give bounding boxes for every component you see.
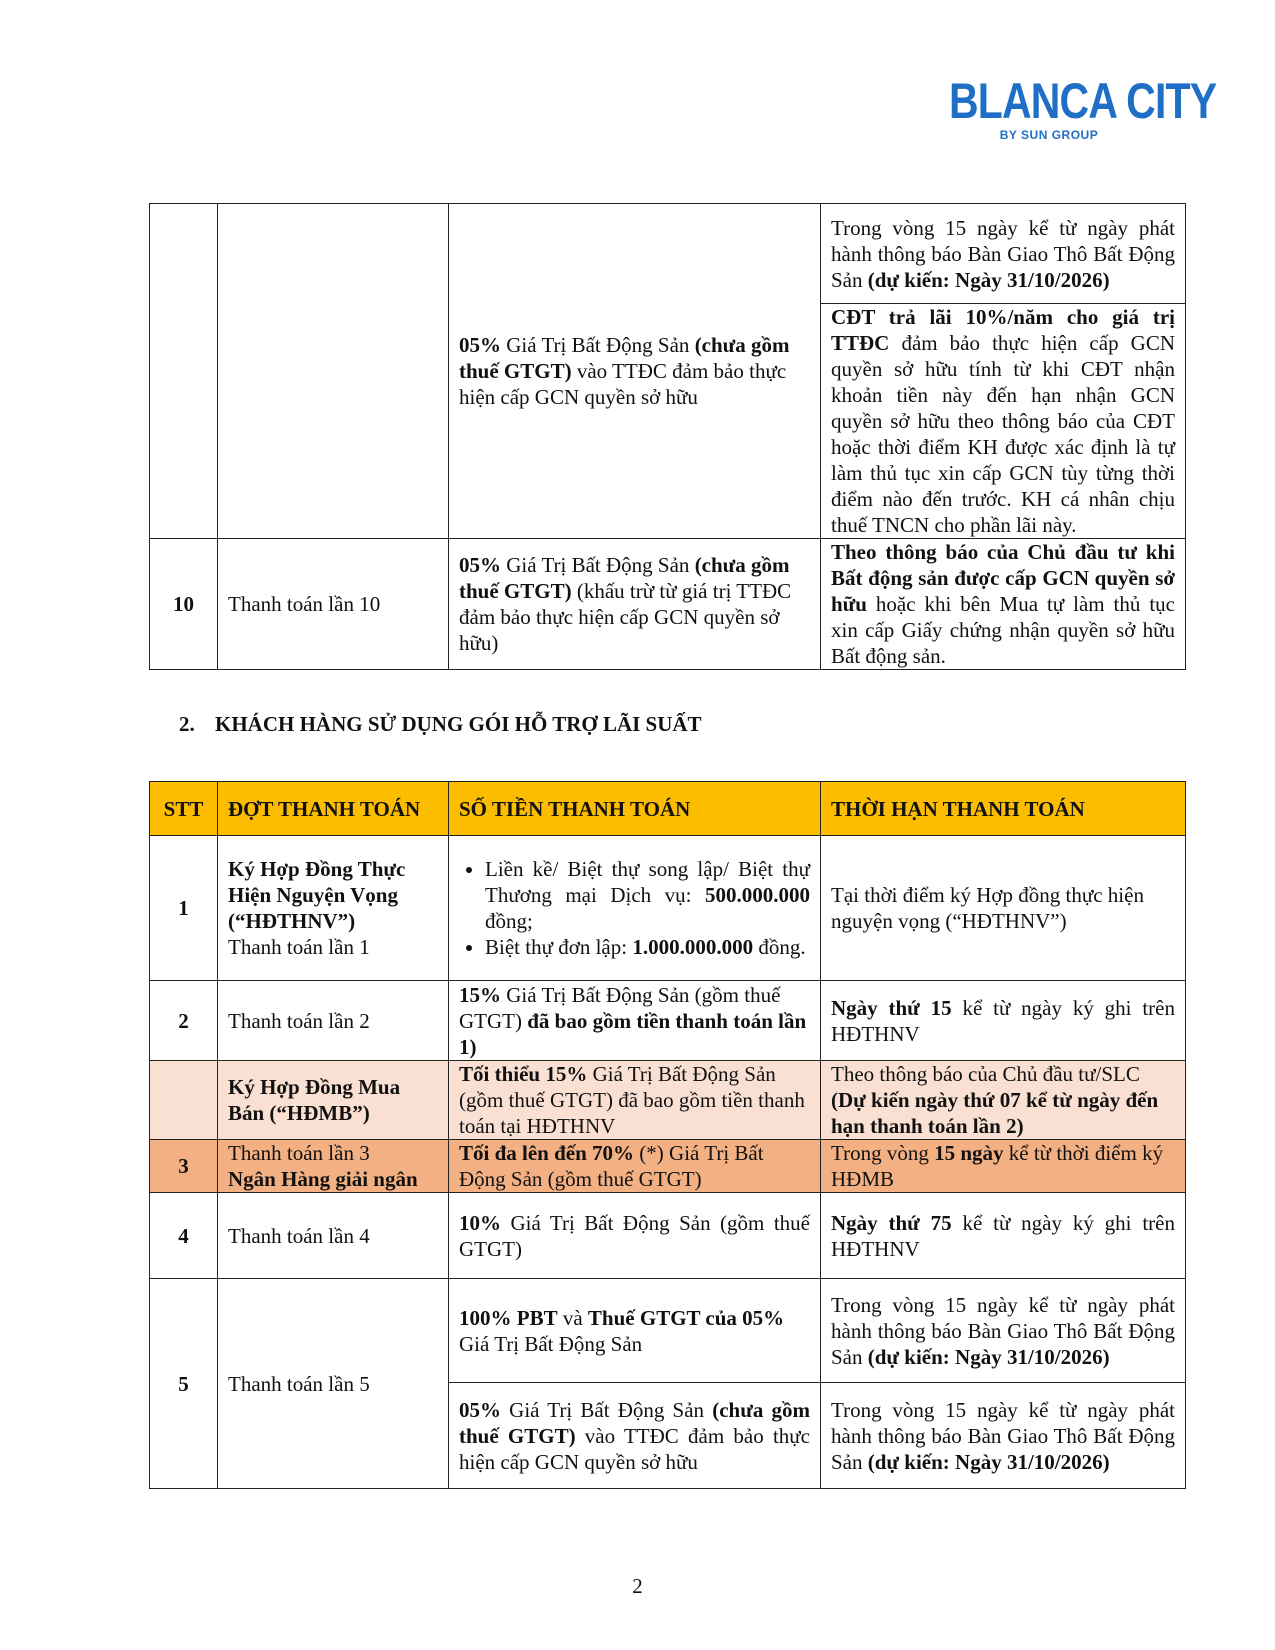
stt-cell: 1 <box>150 836 218 981</box>
amount-cell: Tối đa lên đến 70% (*) Giá Trị Bất Động Sản (gồm thuế GTGT) <box>449 1140 821 1193</box>
deadline-cell: Trong vòng 15 ngày kể từ thời điểm ký HĐMB <box>821 1140 1186 1193</box>
amount-cell: 100% PBT và Thuế GTGT của 05% Giá Trị Bất Động Sản <box>449 1279 821 1383</box>
header-deadline: THỜI HẠN THANH TOÁN <box>821 782 1186 836</box>
stt-cell: 5 <box>150 1279 218 1489</box>
stt-cell: 3 <box>150 1140 218 1193</box>
table-row <box>150 204 1186 304</box>
deadline-cell: CĐT trả lãi 10%/năm cho giá trị TTĐC đảm bảo thực hiện cấp GCN quyền sở hữu tính từ khi CĐT nhận khoản tiền này đến hạn nhận GCN quyền sở hữu theo thông báo của CĐT hoặc thời điểm KH được xác định là tự làm thủ tục xin cấp GCN tùy từng thời điểm nào đến trước. KH cá nhân chịu thuế TNCN cho phần lãi này. <box>821 304 1186 539</box>
section-heading <box>179 712 702 737</box>
deadline-cell: Tại thời điểm ký Hợp đồng thực hiện nguyện vọng (“HĐTHNV”) <box>821 836 1186 981</box>
brand-logo <box>927 73 1217 142</box>
table-row <box>150 539 1186 670</box>
phase-cell <box>218 204 449 539</box>
table-row <box>150 836 1186 981</box>
list-item: • Biệt thự đơn lập: 1.000.000.000 đồng. <box>485 934 810 960</box>
section-number: 2. <box>179 712 195 736</box>
stt-cell: 2 <box>150 981 218 1061</box>
amount-cell: 05% Giá Trị Bất Động Sản (chưa gồm thuế GTGT) vào TTĐC đảm bảo thực hiện cấp GCN quyền sở hữu <box>449 204 821 539</box>
amount-cell: 10% Giá Trị Bất Động Sản (gồm thuế GTGT) <box>449 1193 821 1279</box>
stt-cell <box>150 1061 218 1140</box>
deadline-cell: Theo thông báo của Chủ đầu tư/SLC (Dự kiến ngày thứ 07 kể từ ngày đến hạn thanh toán lần 2) <box>821 1061 1186 1140</box>
amount-cell: Tối thiểu 15% Giá Trị Bất Động Sản (gồm thuế GTGT) đã bao gồm tiền thanh toán tại HĐTHNV <box>449 1061 821 1140</box>
deadline-cell: Theo thông báo của Chủ đầu tư khi Bất động sản được cấp GCN quyền sở hữu hoặc khi bên Mua tự làm thủ tục xin cấp Giấy chứng nhận quyền sở hữu Bất động sản. <box>821 539 1186 670</box>
amount-cell: 05% Giá Trị Bất Động Sản (chưa gồm thuế GTGT) vào TTĐC đảm bảo thực hiện cấp GCN quyền sở hữu <box>449 1383 821 1489</box>
deadline-cell: Trong vòng 15 ngày kể từ ngày phát hành thông báo Bàn Giao Thô Bất Động Sản (dự kiến: Ngày 31/10/2026) <box>821 1383 1186 1489</box>
section-title: KHÁCH HÀNG SỬ DỤNG GÓI HỖ TRỢ LÃI SUẤT <box>215 712 702 736</box>
table-row <box>150 1193 1186 1279</box>
deadline-cell: Ngày thứ 75 kể từ ngày ký ghi trên HĐTHNV <box>821 1193 1186 1279</box>
logo-title: BLANCA CITY <box>948 73 1217 129</box>
deadline-cell: Ngày thứ 15 kể từ ngày ký ghi trên HĐTHNV <box>821 981 1186 1061</box>
phase-cell: Thanh toán lần 5 <box>218 1279 449 1489</box>
header-amount: SỐ TIỀN THANH TOÁN <box>449 782 821 836</box>
phase-cell: Ký Hợp Đồng Thực Hiện Nguyện Vọng (“HĐTHNV”) Thanh toán lần 1 <box>218 836 449 981</box>
header-phase: ĐỢT THANH TOÁN <box>218 782 449 836</box>
list-item: • Liền kề/ Biệt thự song lập/ Biệt thự Thương mại Dịch vụ: 500.000.000 đồng; <box>485 856 810 934</box>
phase-cell: Ký Hợp Đồng Mua Bán (“HĐMB”) <box>218 1061 449 1140</box>
phase-cell: Thanh toán lần 10 <box>218 539 449 670</box>
phase-cell: Thanh toán lần 4 <box>218 1193 449 1279</box>
stt-cell: 4 <box>150 1193 218 1279</box>
amount-cell: 15% Giá Trị Bất Động Sản (gồm thuế GTGT) đã bao gồm tiền thanh toán lần 1) <box>449 981 821 1061</box>
stt-cell <box>150 204 218 539</box>
table-row <box>150 1279 1186 1383</box>
table-row <box>150 1140 1186 1193</box>
amount-cell: 05% Giá Trị Bất Động Sản (chưa gồm thuế GTGT) (khấu trừ từ giá trị TTĐC đảm bảo thực hiện cấp GCN quyền sở hữu) <box>449 539 821 670</box>
payment-table-continued <box>149 203 1186 670</box>
deadline-cell: Trong vòng 15 ngày kể từ ngày phát hành thông báo Bàn Giao Thô Bất Động Sản (dự kiến: Ngày 31/10/2026) <box>821 1279 1186 1383</box>
header-stt: STT <box>150 782 218 836</box>
phase-cell: Thanh toán lần 3 Ngân Hàng giải ngân <box>218 1140 449 1193</box>
payment-schedule-table <box>149 781 1186 1489</box>
deadline-cell: Trong vòng 15 ngày kể từ ngày phát hành thông báo Bàn Giao Thô Bất Động Sản (dự kiến: Ngày 31/10/2026) <box>821 204 1186 304</box>
table-row <box>150 1061 1186 1140</box>
amount-cell <box>449 836 821 981</box>
phase-cell: Thanh toán lần 2 <box>218 981 449 1061</box>
logo-subtitle: BY SUN GROUP <box>999 128 1099 142</box>
table-header-row <box>150 782 1186 836</box>
page-number: 2 <box>632 1574 643 1598</box>
table-row <box>150 981 1186 1061</box>
stt-cell: 10 <box>150 539 218 670</box>
